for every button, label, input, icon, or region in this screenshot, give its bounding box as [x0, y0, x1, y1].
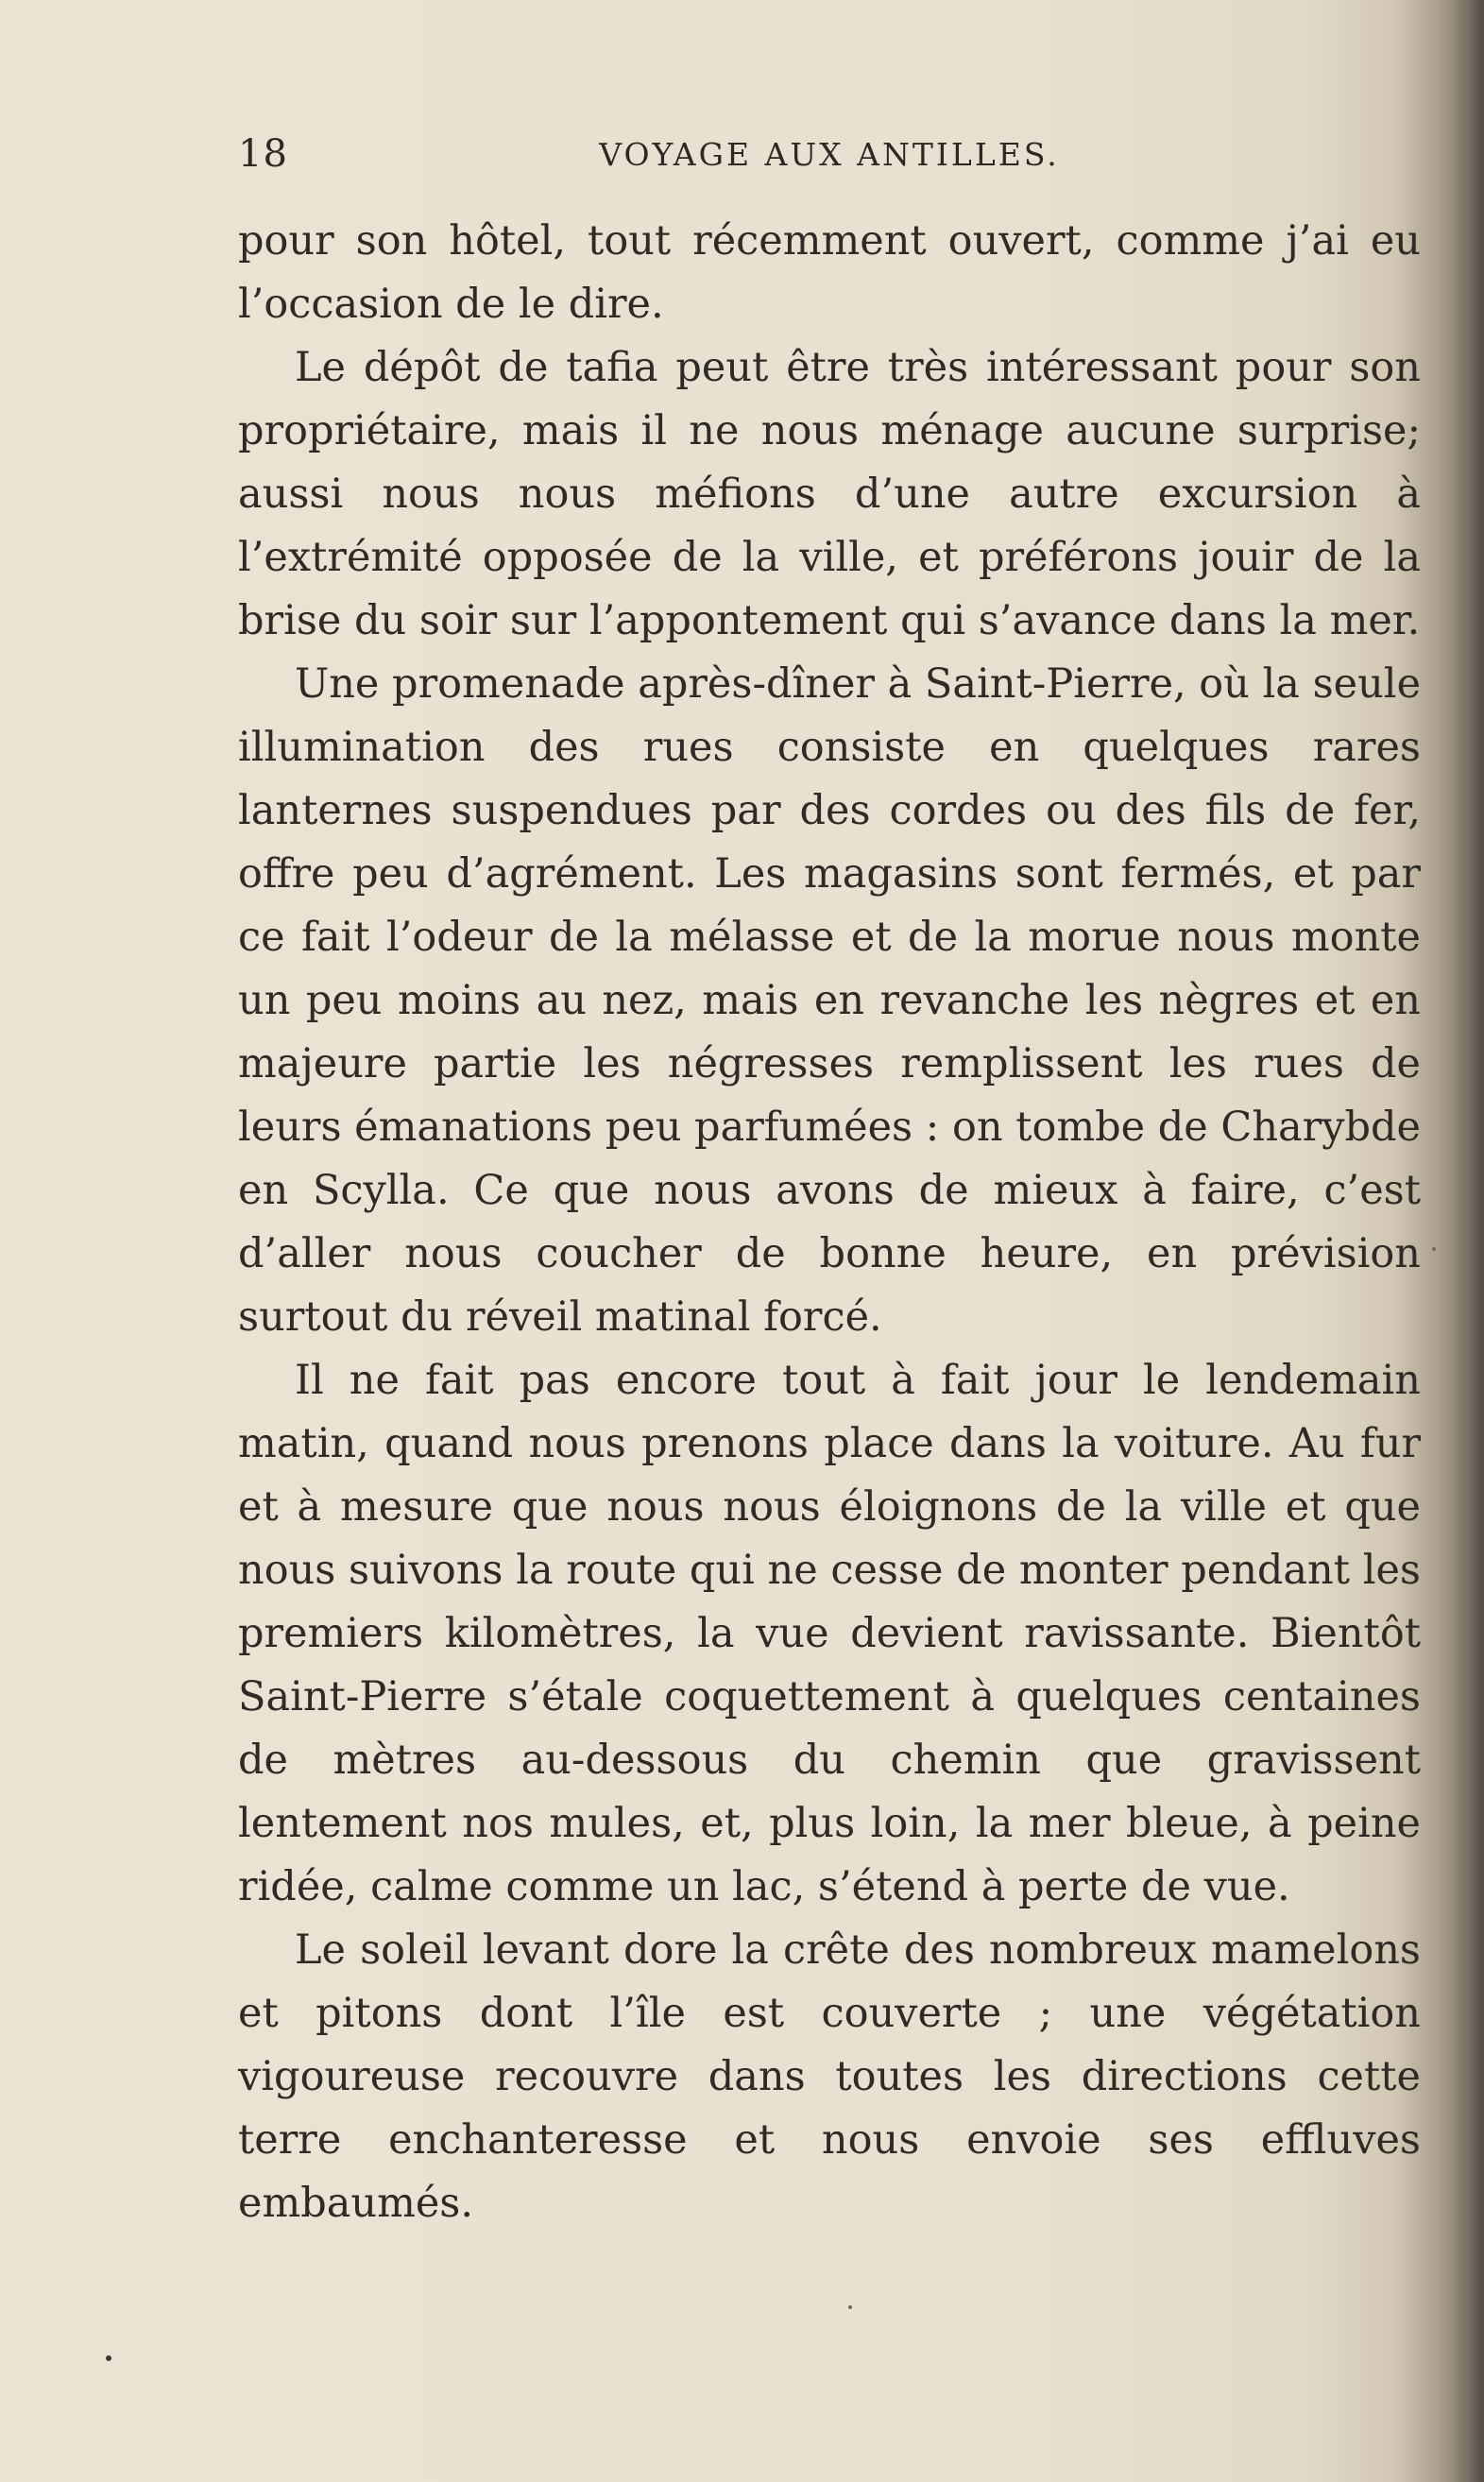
paper-speck: [1432, 1247, 1436, 1251]
page-header: [238, 132, 1421, 189]
paper-speck: [106, 2355, 111, 2361]
paper-speck: [848, 2305, 852, 2309]
page-edge-shadow: [1452, 0, 1484, 2482]
paragraph-3: Une promenade après-dîner à Saint-Pierre, où la seule illumination des rues consiste en quelques rares lanternes suspendues par des cordes ou des fils de fer, offre peu d’agrément. Les magasins sont fermés, et par ce fait l’odeur de la mélasse et de la morue nous monte un peu moins au nez, mais en revanche les nègres et en majeure partie les négresses remplissent les rues de leurs émanations peu parfumées : on tombe de Charybde en Scylla. Ce que nous avons de mieux à faire, c’est d’aller nous coucher de bonne heure, en prévision surtout du réveil matinal forcé.: [238, 660, 1422, 1341]
running-title: VOYAGE AUX ANTILLES.: [599, 136, 1060, 173]
paragraph-1: pour son hôtel, tout récemment ouvert, comme j’ai eu l’occasion de le dire.: [238, 217, 1421, 328]
page-number: 18: [238, 132, 288, 176]
paragraph-2: Le dépôt de tafia peut être très intéressant pour son propriétaire, mais il ne nous ménage aucune surprise; aussi nous nous méfions d’une autre excursion à l’extrémité opposée de la ville, et préférons jouir de la brise du soir sur l’appontement qui s’avance dans la mer.: [238, 344, 1421, 644]
body-text: [238, 210, 1421, 2235]
paragraph-4: Il ne fait pas encore tout à fait jour le lendemain matin, quand nous prenons place dans la voiture. Au fur et à mesure que nous nous éloignons de la ville et que nous suivons la route qui ne cesse de monter pendant les premiers kilomètres, la vue devient ravissante. Bientôt Saint-Pierre s’étale coquettement à quelques centaines de mètres au-dessous du chemin que gravissent lentement nos mules, et, plus loin, la mer bleue, à peine ridée, calme comme un lac, s’étend à perte de vue.: [238, 1357, 1421, 1910]
paragraph-5: Le soleil levant dore la crête des nombreux mamelons et pitons dont l’île est couverte ; une végétation vigoureuse recouvre dans toutes les directions cette terre enchanteresse et nous envoie ses effluves embaumés.: [238, 1926, 1421, 2227]
